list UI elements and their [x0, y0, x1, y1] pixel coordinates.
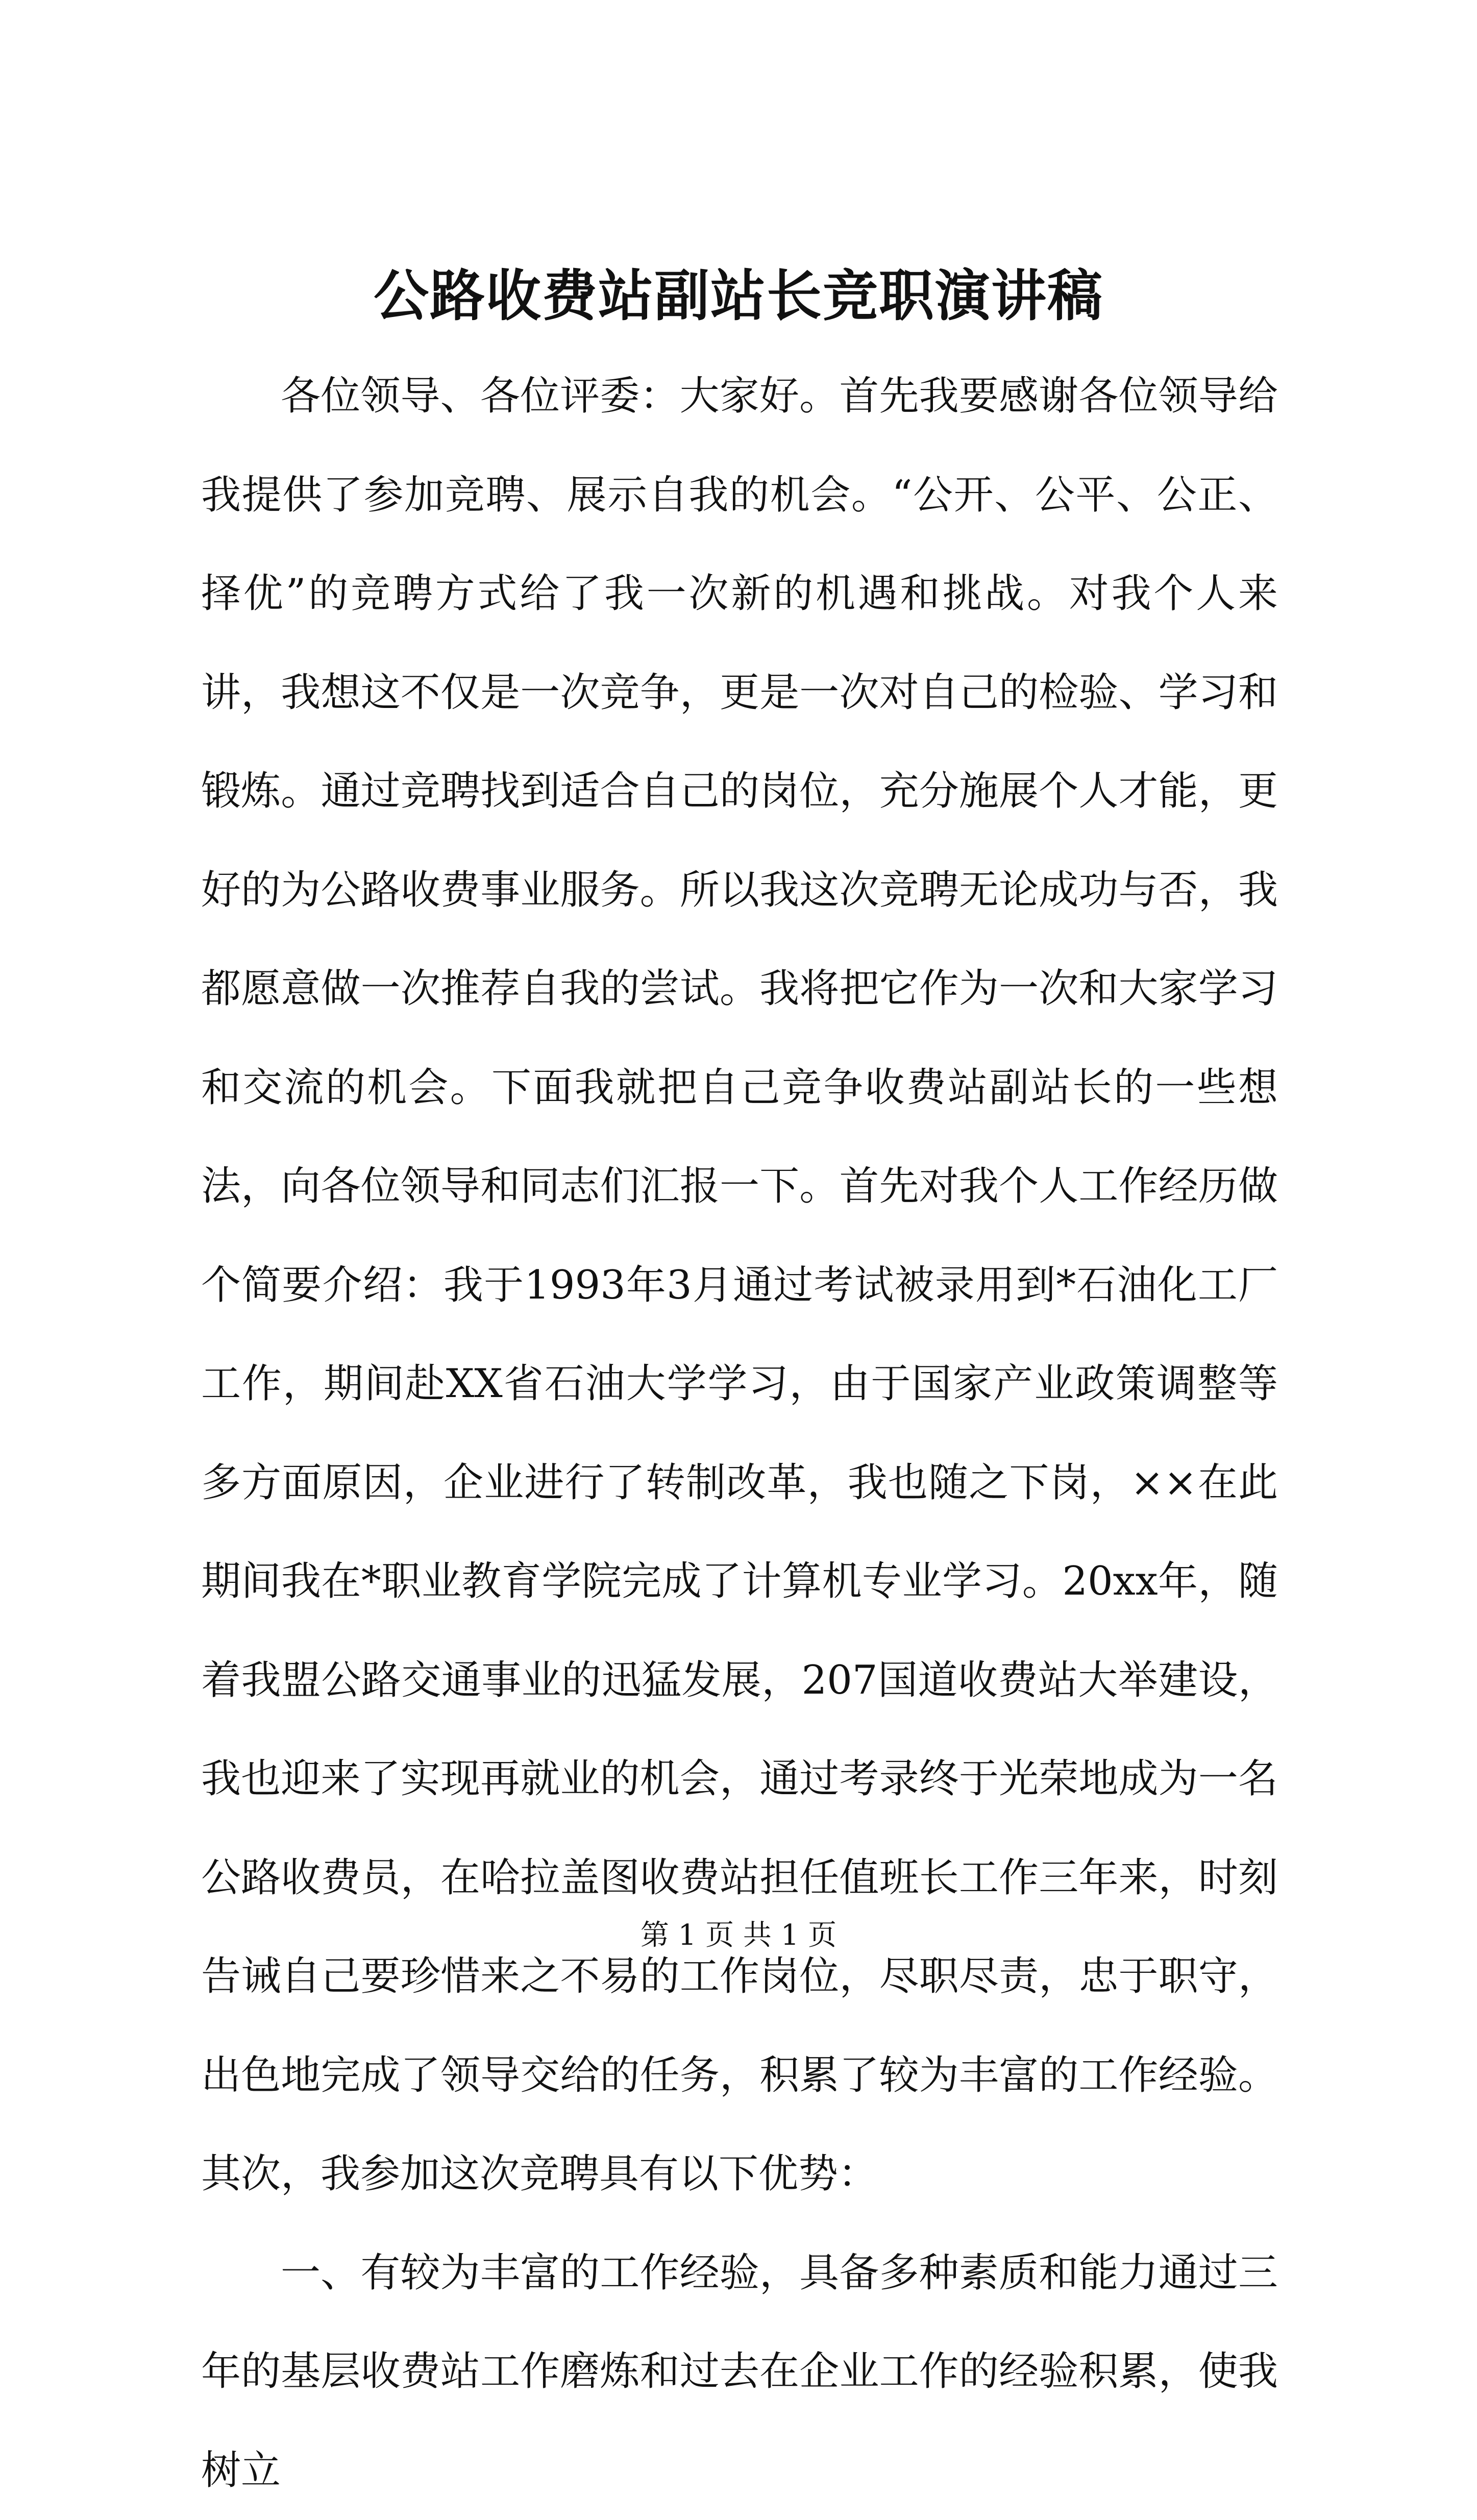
paragraph-intro: 各位领导、各位评委：大家好。首先我要感谢各位领导给我提供了参加竞聘、展示自我的机会。“公开、公平、公正、择优”的竞聘方式给了我一次新的机遇和挑战。对我个人来讲，我想这不仅是一次竞争，更是一次对自己的检验、学习和锻炼。通过竞聘找到适合自己的岗位，充分施展个人才能，更好的为公路收费事业服务。所以我这次竞聘无论成功与否，我都愿意做一次推荐自我的尝试。我将把它作为一次和大家学习和交流的机会。下面我就把自己竞争收费站副站长的一些想法，向各位领导和同志们汇报一下。首先对我个人工作经历做个简要介绍：我于1993年3月通过考试被录用到*石油化工厂工作，期间赴XX省石油大学学习，由于国家产业政策调整等多方面原因，企业进行了转制改革，我也随之下岗，××在此期间我在*职业教育学院完成了计算机专业学习。20xx年，随着我盟公路交通事业的迅猛发展，207国道收费站大举建设，我也迎来了实现再就业的机会，通过考录终于光荣地成为一名公路收费员，在哈拉盖图收费站担任值班长工作三年来，时刻告诫自己要珍惜来之不易的工作岗位，尽职尽责，忠于职守，出色地完成了领导交给的任务，积累了较为丰富的工作经验。其次，我参加这次竞聘具有以下优势： [201, 347, 1278, 2224]
document-title: 公路收费站副站长竞职演讲稿 [0, 258, 1477, 334]
document-body [201, 347, 1278, 2520]
page-number-footer: 第 1 页 共 1 页 [0, 1915, 1477, 1956]
paragraph-point-one: 一、有较为丰富的工作经验，具备多种素质和能力通过三年的基层收费站工作磨炼和过去在企业工作的经验积累，使我树立 [201, 2224, 1278, 2520]
